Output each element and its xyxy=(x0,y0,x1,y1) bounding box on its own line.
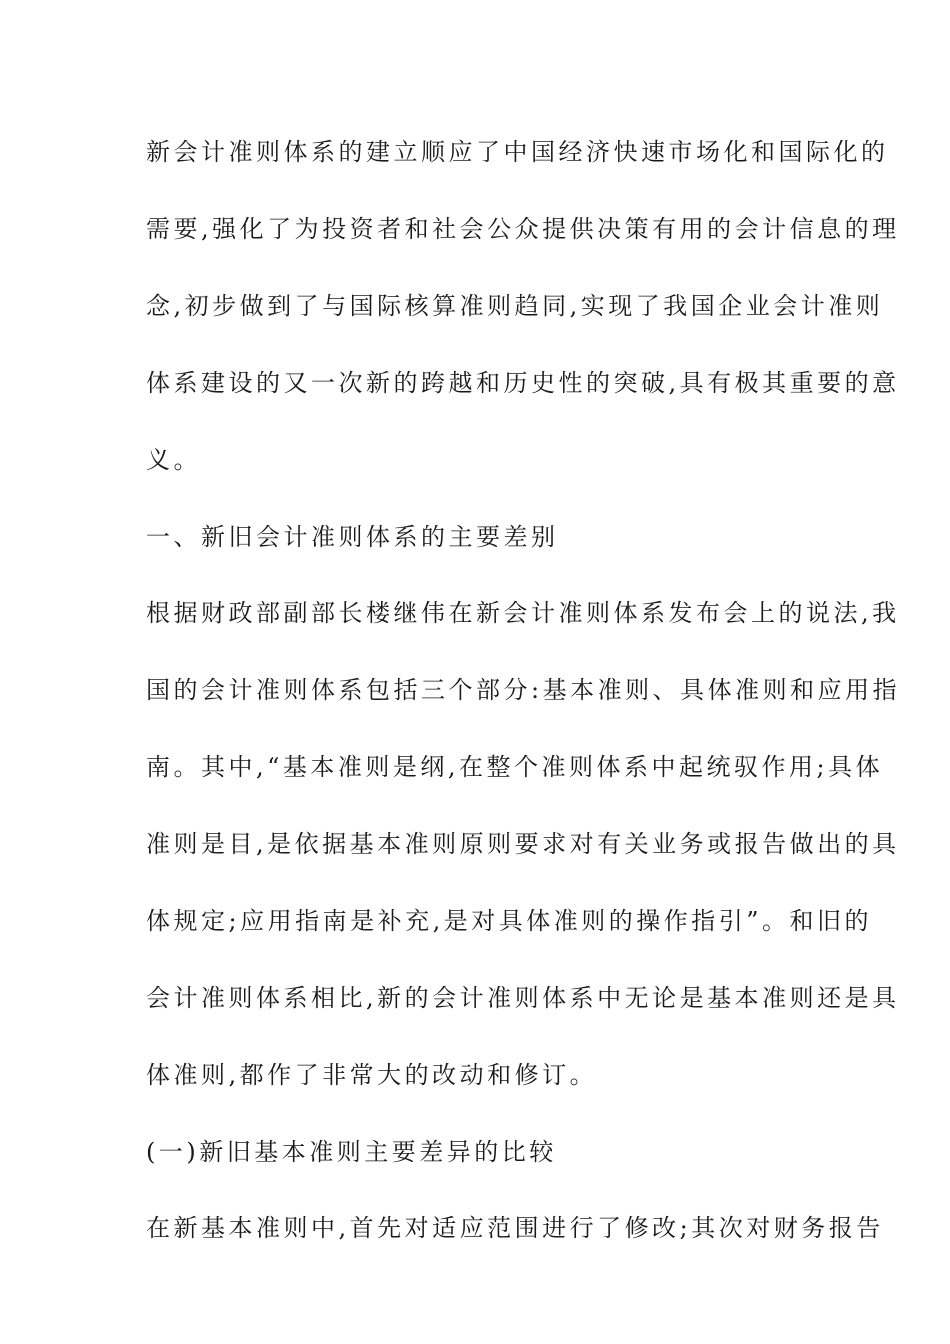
paragraph-line: 根据财政部副部长楼继伟在新会计准则体系发布会上的说法,我 xyxy=(146,599,900,627)
paragraph-line: 会计准则体系相比,新的会计准则体系中无论是基本准则还是具 xyxy=(146,984,900,1012)
paragraph-line: 在新基本准则中,首先对适应范围进行了修改;其次对财务报告 xyxy=(146,1214,884,1242)
paragraph-line: 体准则,都作了非常大的改动和修订。 xyxy=(146,1061,598,1089)
paragraph-line: 义。 xyxy=(146,446,201,474)
paragraph-line: 需要,强化了为投资者和社会公众提供决策有用的会计信息的理 xyxy=(146,215,900,243)
paragraph-line: 南。其中,“基本准则是纲,在整个准则体系中起统驭作用;具体 xyxy=(146,753,884,781)
paragraph-line: 体系建设的又一次新的跨越和历史性的突破,具有极其重要的意 xyxy=(146,369,900,397)
paragraph-line: 念,初步做到了与国际核算准则趋同,实现了我国企业会计准则 xyxy=(146,292,884,320)
subsection-heading: (一)新旧基本准则主要差异的比较 xyxy=(146,1138,557,1166)
paragraph-line: 体规定;应用指南是补充,是对具体准则的操作指引”。和旧的 xyxy=(146,907,872,935)
paragraph-line: 准则是目,是依据基本准则原则要求对有关业务或报告做出的具 xyxy=(146,830,900,858)
paragraph-line: 国的会计准则体系包括三个部分:基本准则、具体准则和应用指 xyxy=(146,676,901,704)
section-heading: 一、新旧会计准则体系的主要差别 xyxy=(146,523,559,551)
paragraph-line: 新会计准则体系的建立顺应了中国经济快速市场化和国际化的 xyxy=(146,138,889,166)
document-body xyxy=(146,128,901,1281)
